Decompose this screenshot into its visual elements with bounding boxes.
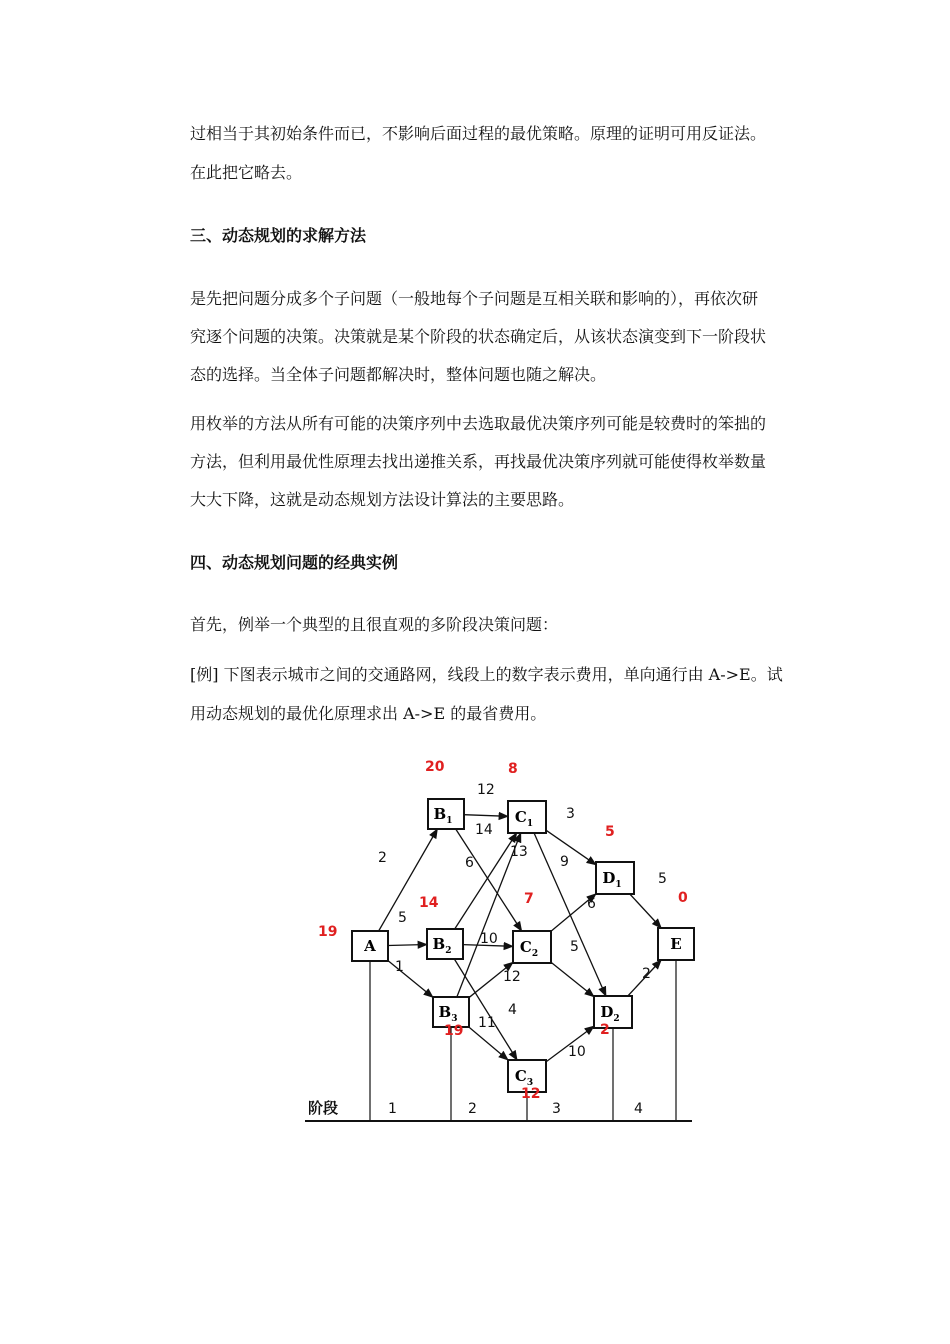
edge-a-b2: [388, 944, 427, 945]
node-b1: [428, 799, 464, 829]
edge-b2-c1: [455, 833, 517, 929]
node-cost-label: 5: [605, 824, 615, 840]
edge-weight-label: 5: [658, 871, 667, 887]
node-cost-label: 14: [419, 895, 439, 911]
edge-weight-label: 10: [480, 931, 498, 947]
edge-weight-label: 12: [503, 969, 521, 985]
node-label: $B_1$: [433, 805, 453, 826]
node-cost-label: 8: [508, 761, 518, 777]
edge-weight-label: 5: [398, 910, 407, 926]
route-network-diagram: [300, 755, 700, 1135]
paragraph-line: 在此把它略去。: [190, 163, 303, 182]
edge-a-b1: [379, 829, 438, 931]
edge-b1-c1: [464, 815, 508, 817]
stage-number: 1: [388, 1101, 397, 1117]
paragraph-line: 方法，但利用最优性原理去找出递推关系，再找最优决策序列就可能使得枚举数量: [190, 452, 767, 471]
node-cost-label: 2: [600, 1022, 610, 1038]
edge-weight-label: 12: [477, 782, 495, 798]
section-heading-4: 四、动态规划问题的经典实例: [190, 553, 399, 572]
node-label: A: [364, 937, 376, 955]
edge-weight-label: 11: [478, 1015, 496, 1031]
edge-weight-label: 6: [465, 855, 474, 871]
node-label: E: [670, 935, 682, 953]
paragraph-line: 过相当于其初始条件而已，不影响后面过程的最优策略。原理的证明可用反证法。: [190, 124, 767, 143]
edge-c1-d1: [546, 830, 596, 865]
node-cost-label: 0: [678, 890, 688, 906]
node-cost-label: 12: [521, 1086, 541, 1102]
section-heading-3: 三、动态规划的求解方法: [190, 226, 367, 245]
edge-b3-c3: [469, 1027, 508, 1060]
stage-title: 阶段: [308, 1099, 339, 1117]
node-label: $C_2$: [519, 938, 539, 959]
node-cost-label: 19: [444, 1023, 464, 1039]
node-c2: [513, 931, 551, 963]
node-label: $B_3$: [438, 1003, 458, 1024]
edge-weight-label: 2: [642, 966, 651, 982]
stage-number: 2: [468, 1101, 477, 1117]
node-label: $C_1$: [514, 808, 534, 829]
edge-weight-label: 4: [508, 1002, 517, 1018]
edge-weight-label: 10: [568, 1044, 586, 1060]
edge-weight-label: 3: [566, 806, 575, 822]
node-cost-label: 20: [425, 759, 445, 775]
paragraph-line: 用枚举的方法从所有可能的决策序列中去选取最优决策序列可能是较费时的笨拙的: [190, 414, 767, 433]
node-d1: [596, 862, 634, 894]
node-label: $D_1$: [602, 869, 622, 890]
paragraph-line: 用动态规划的最优化原理求出 A->E 的最省费用。: [190, 704, 547, 723]
edge-weight-label: 2: [378, 850, 387, 866]
node-label: $B_2$: [432, 935, 452, 956]
edge-weight-label: 9: [560, 854, 569, 870]
edge-weight-label: 5: [570, 939, 579, 955]
edge-weight-label: 6: [587, 896, 596, 912]
edge-c2-d2: [551, 962, 594, 997]
edge-c1-d2: [534, 833, 606, 996]
edge-weight-label: 1: [395, 959, 404, 975]
paragraph-line: 是先把问题分成多个子问题（一般地每个子问题是互相关联和影响的），再依次研: [190, 289, 759, 308]
paragraph-line: 大大下降，这就是动态规划方法设计算法的主要思路。: [190, 490, 575, 509]
paragraph-line: [例] 下图表示城市之间的交通路网，线段上的数字表示费用，单向通行由 A->E。试: [190, 665, 783, 684]
node-c1: [508, 801, 546, 833]
node-cost-label: 7: [524, 891, 534, 907]
node-b2: [427, 929, 463, 959]
node-a: [352, 931, 388, 961]
edge-d1-e: [630, 894, 661, 928]
edge-weight-label: 13: [510, 844, 528, 860]
paragraph-line: 究逐个问题的决策。决策就是某个阶段的状态确定后，从该状态演变到下一阶段状: [190, 327, 767, 346]
node-label: $D_2$: [600, 1003, 620, 1024]
node-cost-label: 19: [318, 924, 338, 940]
stage-number: 4: [634, 1101, 643, 1117]
paragraph-line: 态的选择。当全体子问题都解决时，整体问题也随之解决。: [190, 365, 607, 384]
node-label: $C_3$: [514, 1067, 534, 1088]
paragraph-line: 首先，例举一个典型的且很直观的多阶段决策问题：: [190, 615, 559, 634]
node-e: [658, 928, 694, 960]
edge-weight-label: 14: [475, 822, 493, 838]
stage-number: 3: [552, 1101, 561, 1117]
